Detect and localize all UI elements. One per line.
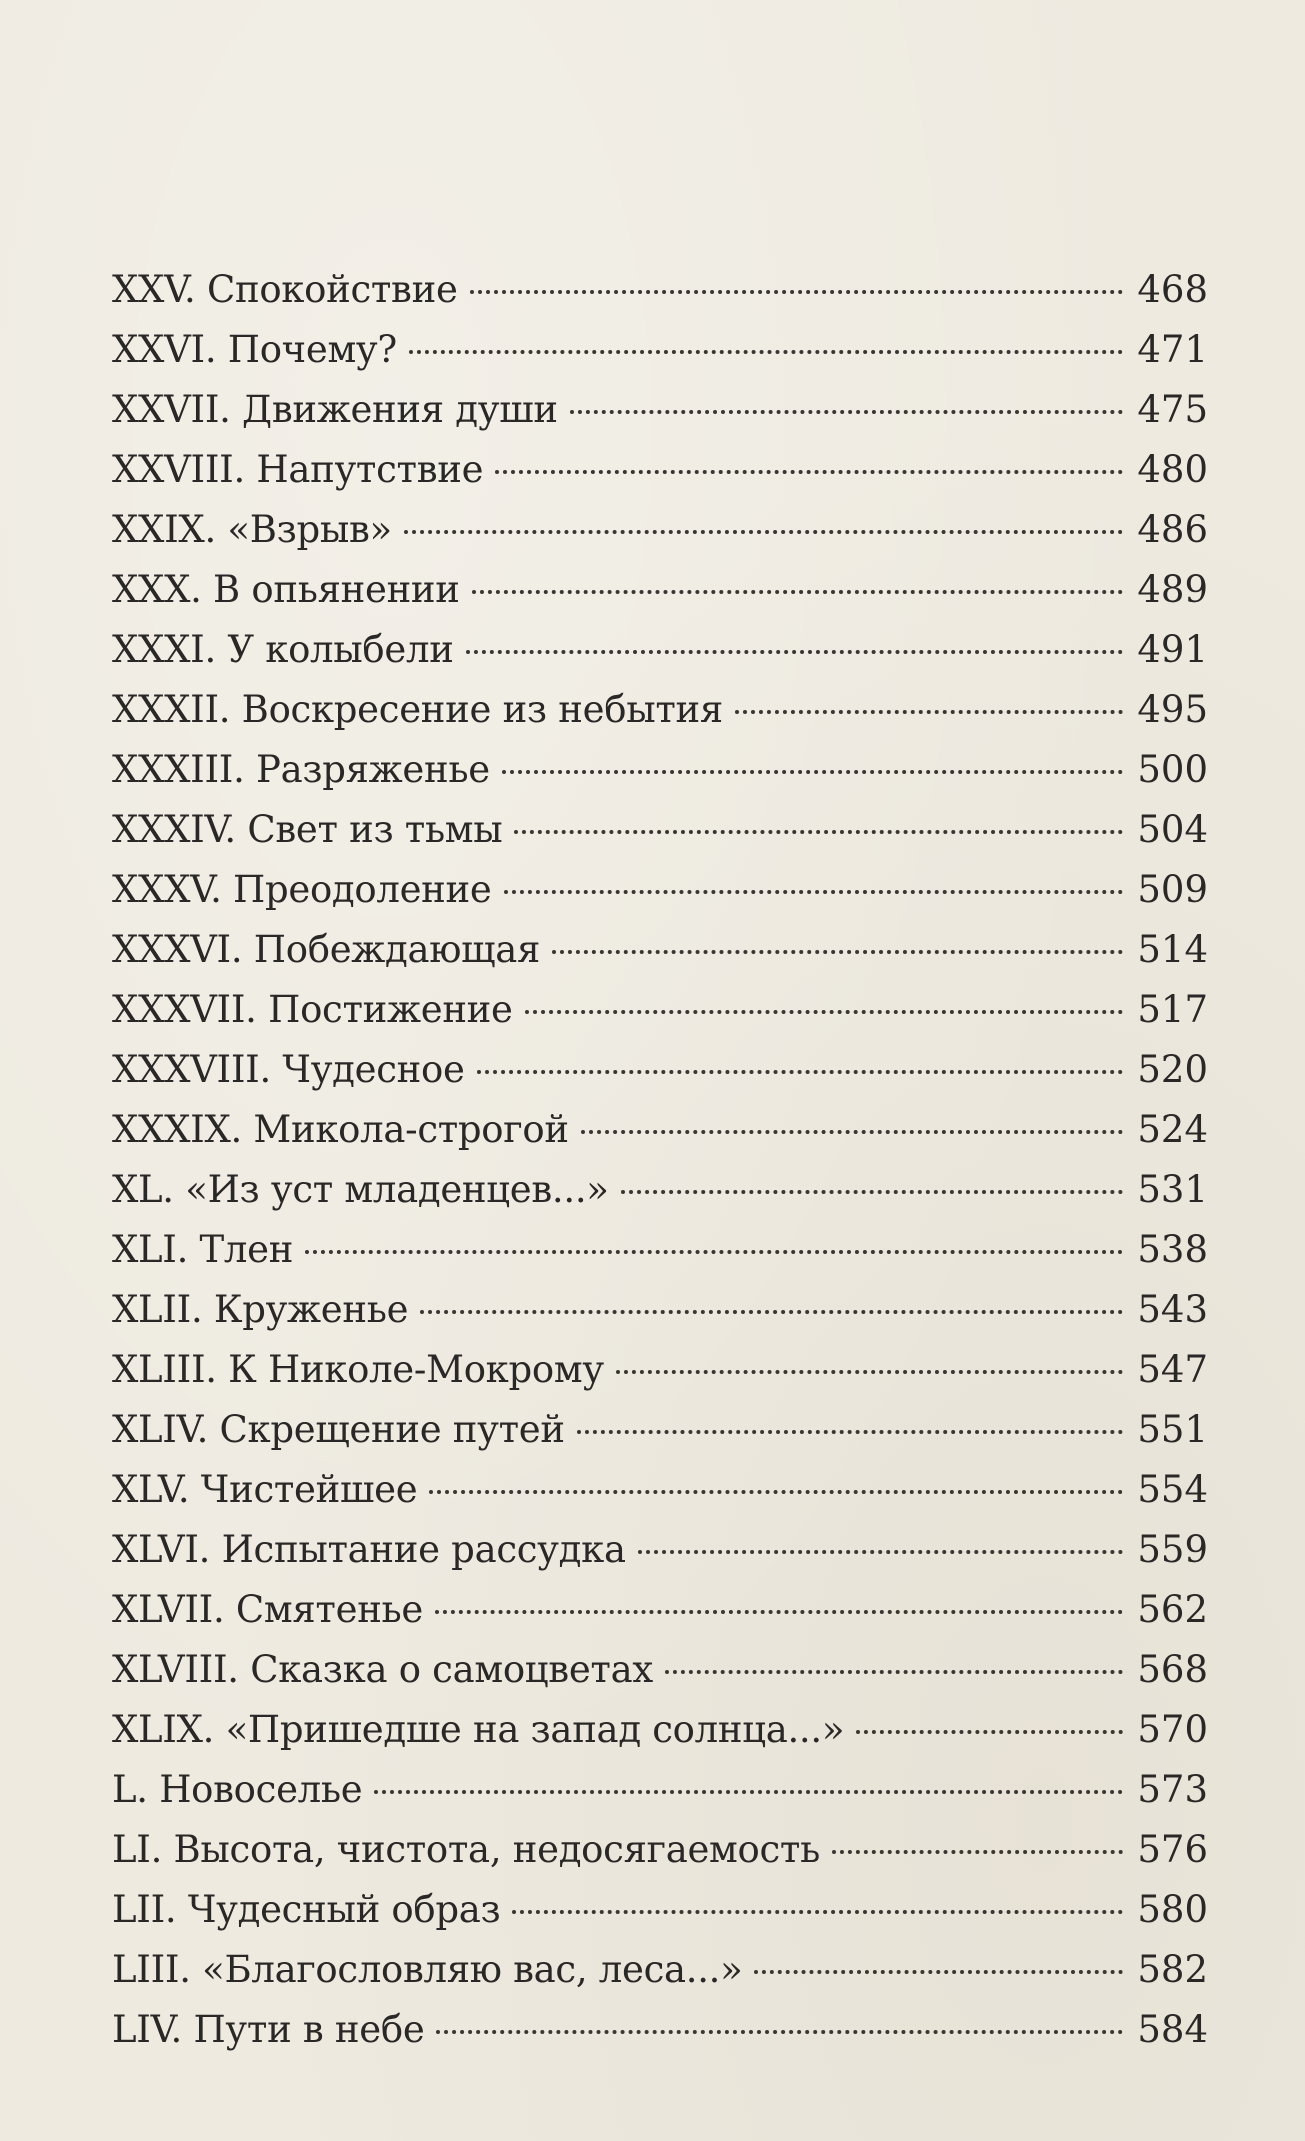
toc-entry-title: XLIX. «Пришедше на запад солнца...»: [112, 1708, 845, 1751]
dot-leader: [856, 1730, 1123, 1734]
toc-entry-title: XXXVI. Побеждающая: [112, 928, 541, 971]
dot-leader: [429, 1490, 1123, 1494]
toc-entry-page-number: 562: [1137, 1588, 1208, 1631]
toc-entry-title: XXXII. Воскресение из небытия: [112, 688, 723, 731]
toc-entry: [112, 980, 1208, 1040]
toc-entry-title: XXXVIII. Чудесное: [112, 1048, 465, 1091]
toc-entry: [112, 1460, 1208, 1520]
toc-entry-title: XLI. Тлен: [112, 1228, 294, 1271]
toc-entry: [112, 1220, 1208, 1280]
dot-leader: [621, 1190, 1124, 1194]
toc-entry: [112, 1160, 1208, 1220]
toc-entry-page-number: 495: [1137, 688, 1208, 731]
toc-entry: [112, 800, 1208, 860]
dot-leader: [570, 410, 1124, 414]
toc-entry-page-number: 520: [1137, 1048, 1208, 1091]
toc-entry: [112, 1640, 1208, 1700]
toc-entry-page-number: 580: [1137, 1888, 1208, 1931]
toc-entry: [112, 1580, 1208, 1640]
toc-entry-title: LI. Высота, чистота, недосягаемость: [112, 1828, 820, 1871]
dot-leader: [552, 950, 1123, 954]
toc-entry-title: XXX. В опьянении: [112, 568, 460, 611]
toc-entry-page-number: 538: [1137, 1228, 1208, 1271]
toc-entry-title: XLIV. Скрещение путей: [112, 1408, 565, 1451]
dot-leader: [735, 710, 1123, 714]
toc-entry: [112, 380, 1208, 440]
dot-leader: [525, 1010, 1124, 1014]
toc-entry-page-number: 471: [1137, 328, 1208, 371]
toc-entry: [112, 320, 1208, 380]
dot-leader: [512, 1910, 1123, 1914]
toc-entry: [112, 1820, 1208, 1880]
dot-leader: [616, 1370, 1124, 1374]
toc-entry-page-number: 573: [1137, 1768, 1208, 1811]
toc-entry: [112, 1340, 1208, 1400]
dot-leader: [435, 1610, 1123, 1614]
toc-entry-page-number: 576: [1137, 1828, 1208, 1871]
table-of-contents: [112, 260, 1208, 2060]
toc-entry-page-number: 486: [1137, 508, 1208, 551]
toc-entry: [112, 620, 1208, 680]
dot-leader: [436, 2030, 1123, 2034]
dot-leader: [466, 650, 1124, 654]
toc-entry-page-number: 551: [1137, 1408, 1208, 1451]
toc-entry-page-number: 524: [1137, 1108, 1208, 1151]
toc-entry-title: XLIII. К Николе-Мокрому: [112, 1348, 604, 1391]
dot-leader: [374, 1790, 1123, 1794]
toc-entry: [112, 2000, 1208, 2060]
dot-leader: [502, 770, 1124, 774]
toc-entry: [112, 920, 1208, 980]
toc-entry-page-number: 475: [1137, 388, 1208, 431]
toc-entry-title: XLV. Чистейшее: [112, 1468, 418, 1511]
toc-entry-page-number: 570: [1137, 1708, 1208, 1751]
toc-entry: [112, 560, 1208, 620]
toc-entry-page-number: 517: [1137, 988, 1208, 1031]
toc-entry-title: XXVII. Движения души: [112, 388, 558, 431]
toc-entry-title: XXXIII. Разряженье: [112, 748, 490, 791]
dot-leader: [495, 470, 1123, 474]
dot-leader: [581, 1130, 1124, 1134]
toc-entry-page-number: 547: [1137, 1348, 1208, 1391]
toc-entry-title: XXXIV. Свет из тьмы: [112, 808, 503, 851]
toc-entry-title: XXIX. «Взрыв»: [112, 508, 392, 551]
dot-leader: [404, 530, 1124, 534]
dot-leader: [470, 290, 1124, 294]
toc-entry-page-number: 531: [1137, 1168, 1208, 1211]
dot-leader: [832, 1850, 1123, 1854]
dot-leader: [409, 350, 1123, 354]
toc-entry-title: XXVI. Почему?: [112, 328, 397, 371]
toc-entry: [112, 740, 1208, 800]
dot-leader: [514, 830, 1123, 834]
dot-leader: [665, 1670, 1123, 1674]
dot-leader: [305, 1250, 1123, 1254]
toc-entry-title: XXV. Спокойствие: [112, 268, 458, 311]
dot-leader: [472, 590, 1124, 594]
dot-leader: [477, 1070, 1124, 1074]
toc-entry-page-number: 568: [1137, 1648, 1208, 1691]
toc-entry-page-number: 584: [1137, 2008, 1208, 2051]
toc-entry-page-number: 468: [1137, 268, 1208, 311]
toc-entry: [112, 260, 1208, 320]
toc-entry-title: XXVIII. Напутствие: [112, 448, 484, 491]
toc-entry-title: LIII. «Благословляю вас, леса...»: [112, 1948, 743, 1991]
toc-entry-title: XLVII. Смятенье: [112, 1588, 423, 1631]
toc-entry: [112, 500, 1208, 560]
toc-entry-title: XL. «Из уст младенцев...»: [112, 1168, 609, 1211]
toc-entry-page-number: 480: [1137, 448, 1208, 491]
toc-entry: [112, 440, 1208, 500]
toc-entry-title: XXXV. Преодоление: [112, 868, 492, 911]
toc-entry-title: LIV. Пути в небе: [112, 2008, 425, 2051]
toc-entry-page-number: 489: [1137, 568, 1208, 611]
toc-entry-title: L. Новоселье: [112, 1768, 363, 1811]
toc-entry: [112, 1100, 1208, 1160]
toc-entry: [112, 680, 1208, 740]
toc-entry-page-number: 500: [1137, 748, 1208, 791]
toc-entry: [112, 1040, 1208, 1100]
toc-entry-title: XXXI. У колыбели: [112, 628, 454, 671]
toc-entry: [112, 1940, 1208, 2000]
dot-leader: [754, 1970, 1123, 1974]
toc-entry-page-number: 554: [1137, 1468, 1208, 1511]
toc-entry-page-number: 509: [1137, 868, 1208, 911]
toc-entry: [112, 1700, 1208, 1760]
toc-entry-page-number: 514: [1137, 928, 1208, 971]
toc-entry-title: XLII. Круженье: [112, 1288, 409, 1331]
dot-leader: [577, 1430, 1124, 1434]
toc-entry-page-number: 559: [1137, 1528, 1208, 1571]
toc-entry-title: LII. Чудесный образ: [112, 1888, 501, 1931]
toc-entry-title: XXXVII. Постижение: [112, 988, 513, 1031]
dot-leader: [504, 890, 1124, 894]
toc-entry: [112, 1280, 1208, 1340]
toc-entry: [112, 1520, 1208, 1580]
toc-entry-title: XLVI. Испытание рассудка: [112, 1528, 626, 1571]
toc-entry-title: XXXIX. Микола-строгой: [112, 1108, 569, 1151]
toc-entry: [112, 1400, 1208, 1460]
dot-leader: [420, 1310, 1123, 1314]
toc-entry-page-number: 504: [1137, 808, 1208, 851]
toc-entry: [112, 1880, 1208, 1940]
toc-entry-page-number: 543: [1137, 1288, 1208, 1331]
dot-leader: [638, 1550, 1124, 1554]
toc-entry: [112, 860, 1208, 920]
toc-entry-page-number: 491: [1137, 628, 1208, 671]
toc-entry-page-number: 582: [1137, 1948, 1208, 1991]
toc-entry-title: XLVIII. Сказка о самоцветах: [112, 1648, 653, 1691]
toc-entry: [112, 1760, 1208, 1820]
